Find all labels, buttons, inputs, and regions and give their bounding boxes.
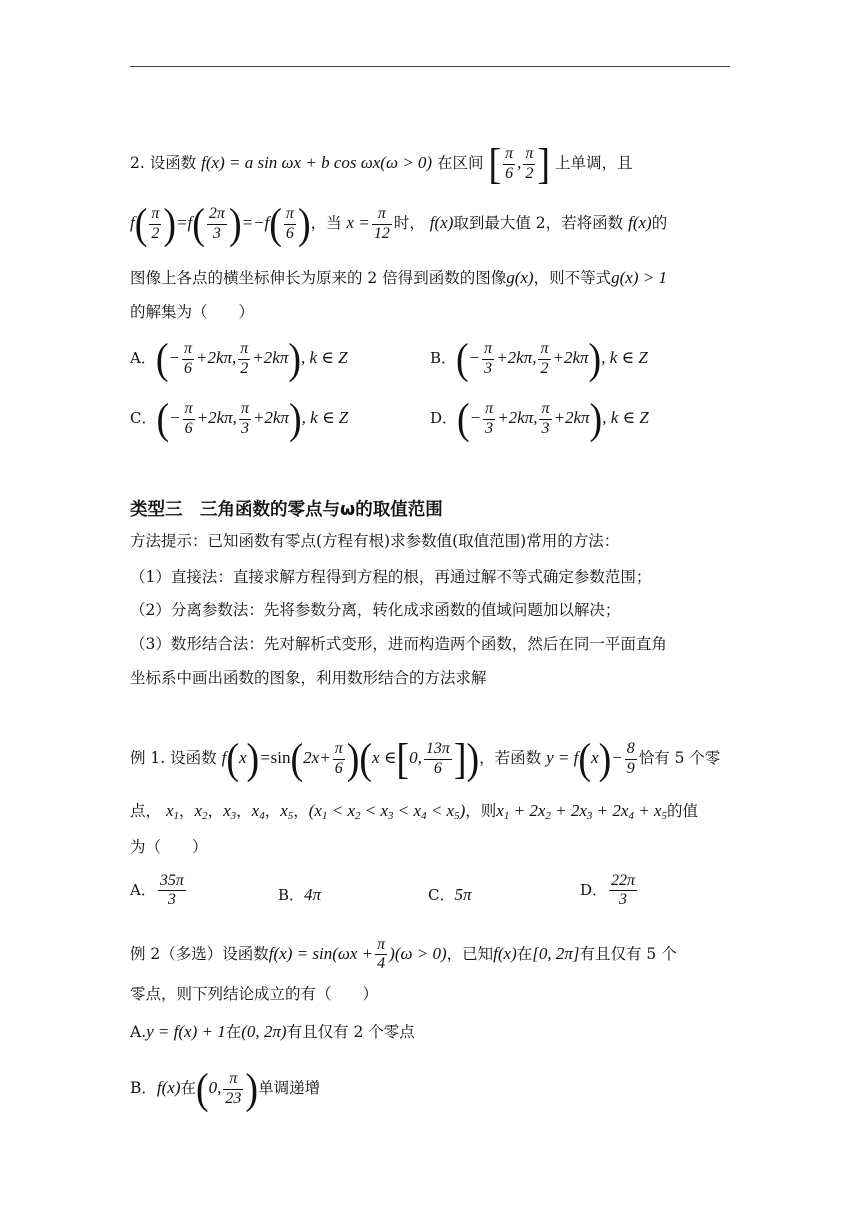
- ex2-option-b[interactable]: B．f(x)在(0, $\frac{\pi}{23}$ )单调递增: [130, 1064, 321, 1114]
- q2-line1: 2. 设函数 f(x) = a sin ωx + b cos ωx(ω > 0) 在区间 [ $\frac{\pi}{6}$ , $\frac{\pi}{2}$ ] 上单调，且: [130, 139, 633, 189]
- section-heading: 类型三 三角函数的零点与ω的取值范围: [130, 500, 443, 520]
- option-b[interactable]: B．(− $\frac{\pi}{3}$ +2kπ, $\frac{\pi}{2}$ +2kπ), k ∈ Z: [430, 334, 648, 384]
- method-3-cont: 坐标系中画出函数的图象，利用数形结合的方法求解: [130, 669, 487, 687]
- ex2-line2: 零点，则下列结论成立的有（ ）: [130, 985, 379, 1003]
- method-hint: 方法提示：已知函数有零点(方程有根)求参数值(取值范围)常用的方法：: [130, 532, 620, 550]
- q2-line3: 图像上各点的横坐标伸长为原来的 2 倍得到函数的图像g(x)，则不等式g(x) > 1: [130, 268, 667, 287]
- fraction: $\frac{\pi}{6}$: [505, 145, 514, 182]
- q2-line4: 的解集为（ ）: [130, 303, 255, 321]
- header-rule: [130, 66, 730, 67]
- q2-function: f(x) = a sin ωx + b cos ωx(ω > 0): [201, 153, 433, 172]
- option-a[interactable]: A．(− $\frac{\pi}{6}$ +2kπ, $\frac{\pi}{2}$ +2kπ), k ∈ Z: [130, 334, 348, 384]
- ex1-line3: 为（ ）: [130, 838, 208, 856]
- option-d[interactable]: D．(− $\frac{\pi}{3}$ +2kπ, $\frac{\pi}{3}$ +2kπ), k ∈ Z: [430, 394, 649, 444]
- ex2-line1: 例 2（多选）设函数f(x) = sin(ωx + $\frac{\pi}{4}$ )(ω > 0)，已知f(x)在[0, 2π]有且仅有 5 个: [130, 936, 677, 973]
- method-1: （1）直接法：直接求解方程得到方程的根，再通过解不等式确定参数范围；: [130, 568, 652, 586]
- method-2: （2）分离参数法：先将参数分离，转化成求函数的值域问题加以解决；: [130, 601, 621, 619]
- ex1-line2: 点， $x_1$，$x_2$，$x_3$，$x_4$，$x_5$，$(x_1 < x_2 < x_3 < x_4 < x_5)$，则$x_1 + 2x_2 + 2x_3 + 2x_4 + x_5$的值: [130, 801, 698, 822]
- ex1-option-c[interactable]: C．5π: [428, 885, 472, 904]
- fraction: $\frac{\pi}{2}$: [525, 145, 534, 182]
- ex1-option-d[interactable]: D． $\frac{22\pi}{3}$: [580, 872, 636, 909]
- q2-line2: f( $\frac{\pi}{2}$ )=f( $\frac{2\pi}{3}$ )=−f( $\frac{\pi}{6}$ )，当 x = $\frac{\pi}{12}$ 时， f(x)取到最大值 2，若将函数 f(x)的: [130, 199, 668, 249]
- ex1-line1: 例 1. 设函数 f(x)=sin(2x+ $\frac{\pi}{6}$ )(x ∈[0, $\frac{13\pi}{6}$ ])，若函数 y = f(x)− $\frac{8}{9}$ 恰有 5 个零: [130, 734, 721, 784]
- ex1-option-b[interactable]: B．4π: [278, 885, 322, 904]
- ex2-option-a[interactable]: A.y = f(x) + 1在(0, 2π)有且仅有 2 个零点: [130, 1022, 415, 1041]
- fraction: $\frac{\pi}{12}$: [373, 205, 390, 242]
- ex1-option-a[interactable]: A． $\frac{35\pi}{3}$: [130, 872, 184, 909]
- method-3: （3）数形结合法：先对解析式变形，进而构造两个函数，然后在同一平面直角: [130, 635, 667, 653]
- option-c[interactable]: C．(− $\frac{\pi}{6}$ +2kπ, $\frac{\pi}{3}$ +2kπ), k ∈ Z: [130, 394, 349, 444]
